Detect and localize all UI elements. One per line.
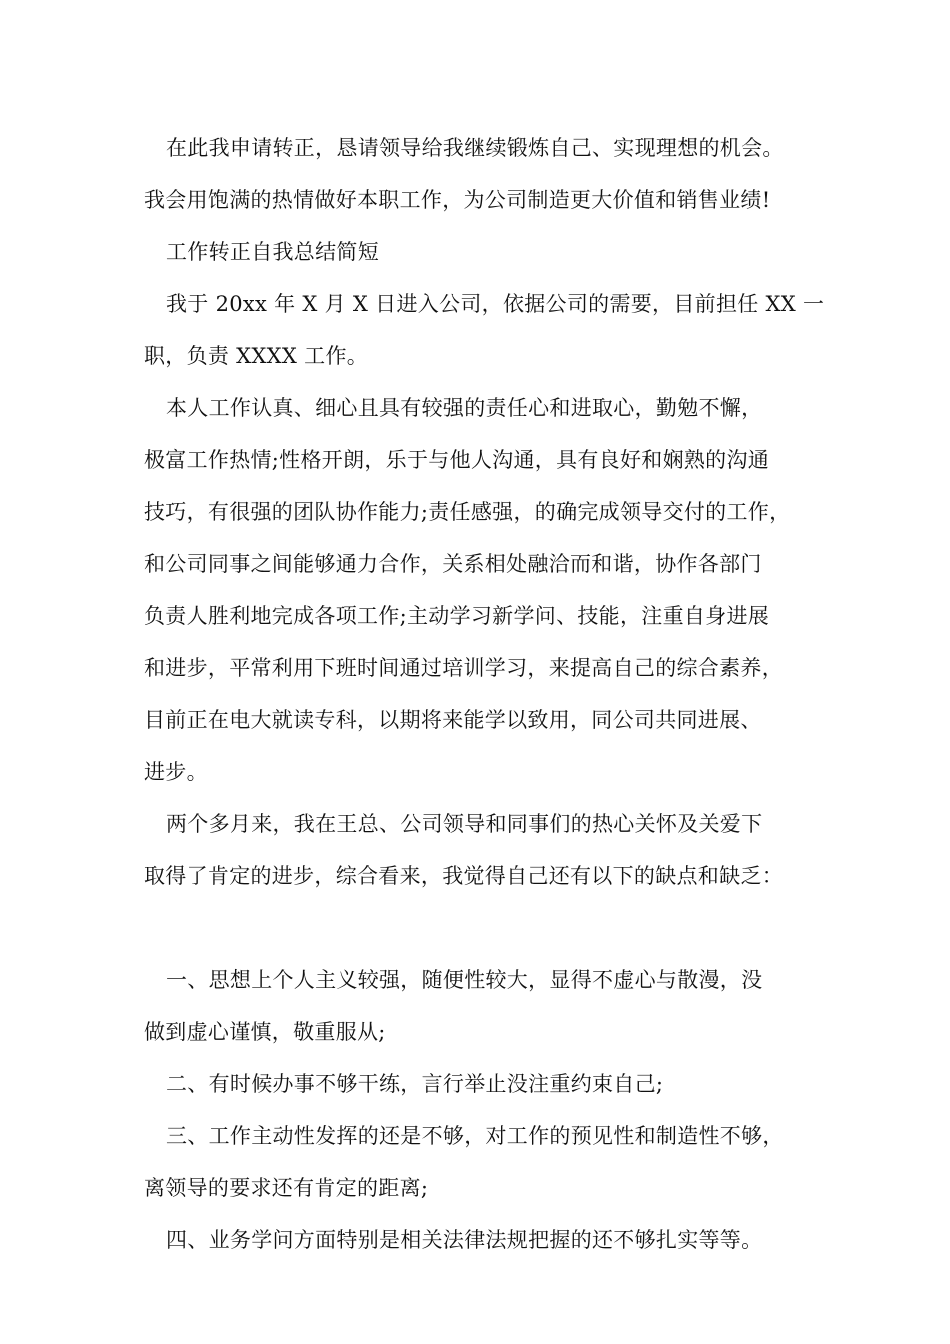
paragraph-line: 取得了肯定的进步，综合看来，我觉得自己还有以下的缺点和缺乏： bbox=[144, 864, 783, 888]
paragraph-line: 进步。 bbox=[144, 760, 208, 784]
paragraph-line: 在此我申请转正，恳请领导给我继续锻炼自己、实现理想的机会。 bbox=[166, 136, 784, 160]
list-item: 一、思想上个人主义较强，随便性较大，显得不虚心与散漫，没 bbox=[166, 968, 763, 992]
paragraph-line: 我会用饱满的热情做好本职工作，为公司制造更大价值和销售业绩! bbox=[144, 188, 771, 212]
paragraph-line: 我于 20xx 年 X 月 X 日进入公司，依据公司的需要，目前担任 XX 一 bbox=[166, 292, 825, 316]
section-heading: 工作转正自我总结简短 bbox=[166, 240, 379, 264]
list-item-continuation: 离领导的要求还有肯定的距离; bbox=[144, 1176, 429, 1200]
list-item: 三、工作主动性发挥的还是不够，对工作的预见性和制造性不够， bbox=[166, 1124, 784, 1148]
paragraph-line: 极富工作热情;性格开朗，乐于与他人沟通，具有良好和娴熟的沟通 bbox=[144, 448, 770, 472]
paragraph-line: 和进步，平常利用下班时间通过培训学习，来提高自己的综合素养， bbox=[144, 656, 783, 680]
paragraph-line: 技巧，有很强的团队协作能力;责任感强，的确完成领导交付的工作， bbox=[144, 500, 791, 524]
list-item-continuation: 做到虚心谨慎，敬重服从; bbox=[144, 1020, 386, 1044]
paragraph-line: 和公司同事之间能够通力合作，关系相处融洽而和谐，协作各部门 bbox=[144, 552, 762, 576]
list-item: 二、有时候办事不够干练，言行举止没注重约束自己; bbox=[166, 1072, 664, 1096]
paragraph-line: 本人工作认真、细心且具有较强的责任心和进取心，勤勉不懈， bbox=[166, 396, 763, 420]
paragraph-line: 目前正在电大就读专科，以期将来能学以致用，同公司共同进展、 bbox=[144, 708, 762, 732]
paragraph-line: 两个多月来，我在王总、公司领导和同事们的热心关怀及关爱下 bbox=[166, 812, 763, 836]
paragraph-line: 负责人胜利地完成各项工作;主动学习新学问、技能，注重自身进展 bbox=[144, 604, 770, 628]
list-item: 四、业务学问方面特别是相关法律法规把握的还不够扎实等等。 bbox=[166, 1228, 763, 1252]
paragraph-line: 职，负责 XXXX 工作。 bbox=[144, 344, 369, 368]
